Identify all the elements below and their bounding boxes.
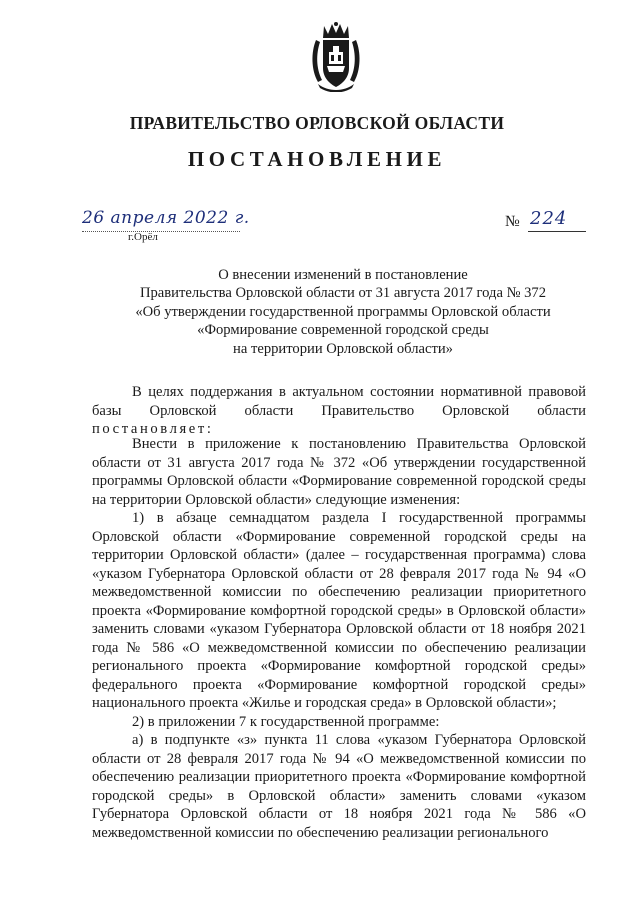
number-underline xyxy=(528,231,586,232)
number-label: № xyxy=(505,213,520,230)
main-content xyxy=(92,435,586,842)
subject-line: О внесении изменений в постановление xyxy=(218,267,468,283)
date-handwritten: 26 апреля 2022 г. xyxy=(82,208,250,228)
item-2-paragraph: 2) в приложении 7 к государственной программе: xyxy=(132,713,440,730)
main-paragraph: Внести в приложение к постановлению Правительства Орловской области от 31 августа 2017 года № 372 «Об утверждении государственной программы Орловской области «Формирование современной городской среды на территории Орловской области» следующие изменения: xyxy=(92,436,586,508)
subject-line: Правительства Орловской области от 31 августа 2017 года № 372 xyxy=(139,285,547,302)
coat-of-arms-icon xyxy=(308,22,364,92)
item-1-paragraph: 1) в абзаце семнадцатом раздела I государственной программы Орловской области «Формирование современной городской среды на территории Орловской области» (далее – государственная программа) слова «указом Губернатора Орловской области от 28 февраля 2017 года № 94 «О межведомственной комиссии по обеспечению реализации приоритетного проекта «Формирование комфортной городской среды» в Орловской области» заменить словами «указом Губернатора Орловской области от 18 ноября 2021 года № 586 «О межведомственной комиссии по обеспечению реализации регионального проекта «Формирование комфортной городской среды» федерального проекта «Формирование комфортной городской среды» национального проекта «Жилье и городская среда» в Орловской области»; xyxy=(92,510,586,711)
subject-line: на территории Орловской области» xyxy=(233,340,453,357)
government-title: ПРАВИТЕЛЬСТВО ОРЛОВСКОЙ ОБЛАСТИ xyxy=(129,113,505,133)
date-underline xyxy=(82,231,240,232)
subject-line: «Формирование современной городской среды xyxy=(197,322,489,339)
resolution-keyword: постановляет: xyxy=(92,421,214,437)
city-label: г.Орёл xyxy=(128,231,158,243)
document-subject xyxy=(100,266,586,358)
number-handwritten: 224 xyxy=(530,208,568,229)
item-2a-paragraph: а) в подпункте «з» пункта 11 слова «указом Губернатора Орловской области от 28 февраля 2017 года № 94 «О межведомственной комиссии по обеспечению реализации приоритетного проекта «Формирование комфортной городской среды» в Орловской области» заменить словами «указом Губернатора Орловской области от 18 ноября 2021 года № 586 «О межведомственной комиссии по обеспечению реализации регионального xyxy=(92,732,586,841)
document-type-title: ПОСТАНОВЛЕНИЕ xyxy=(187,147,447,171)
preamble-text: В целях поддержания в актуальном состоянии нормативной правовой базы Орловской области Правительство Орловской области xyxy=(92,384,586,419)
preamble-paragraph xyxy=(92,383,586,439)
subject-line: «Об утверждении государственной программы Орловской области xyxy=(135,303,551,320)
